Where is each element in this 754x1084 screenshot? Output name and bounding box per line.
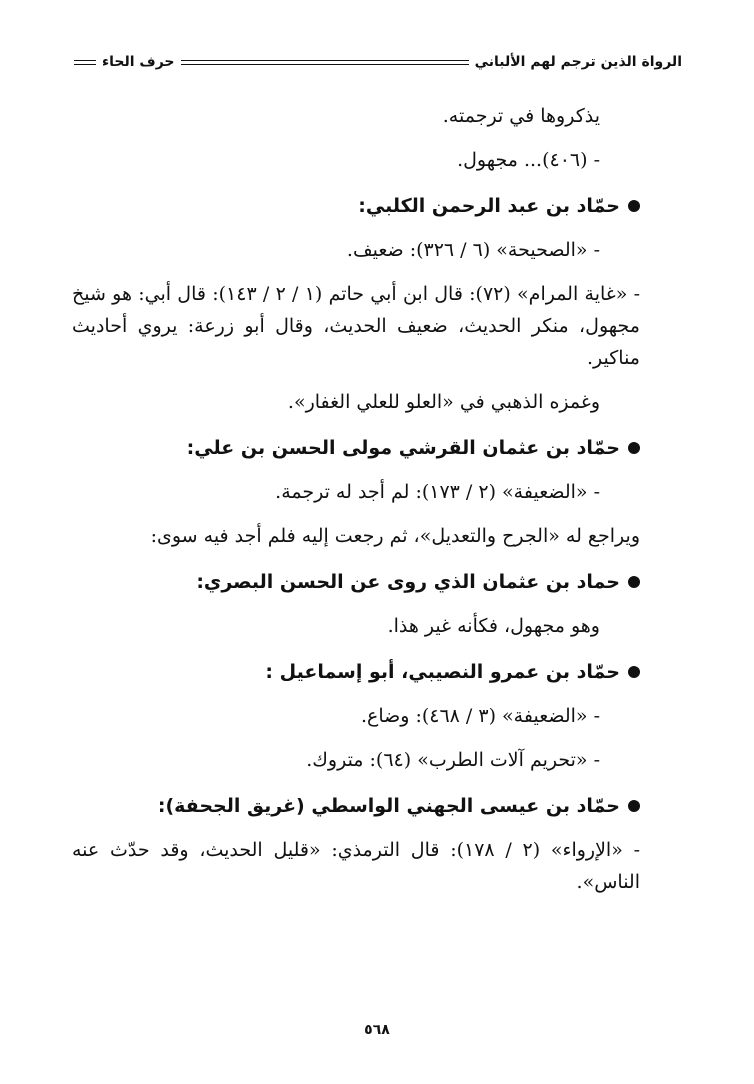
running-header-title: الرواة الذين ترجم لهم الألباني (474, 54, 682, 70)
page-body (72, 100, 640, 898)
entry-heading-text: حمّاد بن عمرو النصيبي، أبو إسماعيل : (265, 661, 620, 683)
text-line: يذكروها في ترجمته. (442, 105, 600, 127)
entry-heading-text: حمّاد بن عبد الرحمن الكلبي: (358, 195, 620, 217)
bullet-icon (628, 442, 640, 454)
text-line: - «الصحيحة» (٦ / ٣٢٦): ضعيف. (346, 239, 600, 261)
bullet-icon (628, 800, 640, 812)
text-line: - «الضعيفة» (٢ / ١٧٣): لم أجد له ترجمة. (275, 481, 600, 503)
page-number: ٥٦٨ (364, 1022, 390, 1038)
entry-heading-text: حمّاد بن عثمان القرشي مولى الحسن بن علي: (186, 437, 620, 459)
running-header-section: حرف الحاء (102, 54, 175, 70)
entry-heading (72, 790, 640, 822)
entry-heading-text: حمّاد بن عيسى الجهني الواسطي (غريق الجحفة): (157, 795, 620, 817)
entry-heading (72, 656, 640, 688)
text-paragraph: - «الإرواء» (٢ / ١٧٨): قال الترمذي: «قليل الحديث، وقد حدّث عنه الناس». (72, 839, 640, 893)
text-line: وغمزه الذهبي في «العلو للعلي الغفار». (287, 391, 600, 413)
running-header (68, 50, 682, 74)
header-rule (181, 60, 469, 65)
text-line: - (٤٠٦)... مجهول. (457, 149, 600, 171)
text-line: وهو مجهول، فكأنه غير هذا. (387, 615, 600, 637)
bullet-icon (628, 576, 640, 588)
text-line: - «تحريم آلات الطرب» (٦٤): متروك. (306, 749, 600, 771)
entry-heading (72, 190, 640, 222)
entry-heading-text: حماد بن عثمان الذي روى عن الحسن البصري: (196, 571, 620, 593)
bullet-icon (628, 200, 640, 212)
text-line: - «الضعيفة» (٣ / ٤٦٨): وضاع. (360, 705, 600, 727)
bullet-icon (628, 666, 640, 678)
entry-heading (72, 432, 640, 464)
text-line: ويراجع له «الجرح والتعديل»، ثم رجعت إليه فلم أجد فيه سوى: (150, 525, 640, 547)
text-paragraph: - «غاية المرام» (٧٢): قال ابن أبي حاتم (١ / ٢ / ١٤٣): قال أبي: هو شيخ مجهول، منكر الحديث، ضعيف الحديث، وقال أبو زرعة: يروي أحاديث مناكير. (72, 283, 640, 369)
entry-heading (72, 566, 640, 598)
header-rule-end (74, 60, 96, 65)
